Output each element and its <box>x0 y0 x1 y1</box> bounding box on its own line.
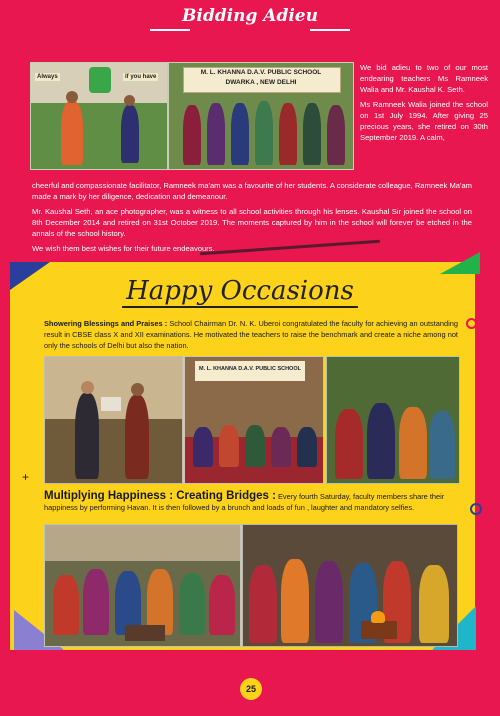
section-title: Happy Occasions <box>126 276 354 306</box>
farewell-photo-1 <box>30 62 168 170</box>
farewell-intro: We bid adieu to two of our most endearing teachers Ms Ramneek Walia and Mr. Kaushal K. Seth. <box>360 63 488 94</box>
decor-triangle-green <box>440 252 480 274</box>
blessings-photo-2 <box>184 356 324 484</box>
blessings-text: School Chairman Dr. N. K. Uberoi congratulated the faculty for achieving an outstanding result in CBSE class X and XII examinations. He motivated the teachers to raise the benchmark and create a niche among not only the schools of Delhi but also the nation. <box>44 319 458 350</box>
page-number: 25 <box>240 678 262 700</box>
blessings-paragraph <box>44 318 458 351</box>
happiness-paragraph <box>44 491 464 513</box>
farewell-text-right <box>360 62 488 143</box>
photo2-banner-line1: M. L. KHANNA D.A.V. PUBLIC SCHOOL <box>200 69 322 76</box>
farewell-photo-2 <box>168 62 354 170</box>
farewell-ramneek-cont: cheerful and compassionate facilitator, Ramneek ma'am was a favourite of her students. A considerate colleague, Ramneek Ma'am made a mark by her diligence, dedication and demeanour. <box>32 181 472 201</box>
blessings-photo-3 <box>326 356 460 484</box>
decor-circle <box>466 318 477 329</box>
havan-photo-1 <box>44 524 241 647</box>
decor-triangle-blue <box>10 262 50 290</box>
farewell-text-full <box>32 180 472 258</box>
happiness-text: Every fourth Saturday, faculty members share their happiness by performing Havan. It is then followed by a brunch and loads of fun , laughter and mandatory selfies. <box>44 492 445 512</box>
photo1-board-text: Always <box>37 74 58 80</box>
photo-banner-text: M. L. KHANNA D.A.V. PUBLIC SCHOOL <box>199 366 301 372</box>
page-title: Bidding Adieu <box>182 6 318 26</box>
title-rule-left <box>150 29 190 31</box>
photo1-board-text-2: if you have <box>125 74 157 80</box>
happiness-heading: Multiplying Happiness : Creating Bridges : <box>44 490 276 502</box>
blessings-photo-1 <box>44 356 183 484</box>
farewell-wishes: We wish them best wishes for their future endeavours. <box>32 244 215 253</box>
title-rule-right <box>310 29 350 31</box>
farewell-kaushal: Mr. Kaushal Seth, an ace photographer, was a witness to all school activities through his lenses. Kaushal Sir joined the school on 8th December 2014 and retired on 31st October 2019. The moments captured by him in the school will forever be etched in the annals of the school history. <box>32 207 472 238</box>
havan-photo-2 <box>242 524 458 647</box>
photo2-banner-line2: DWARKA , NEW DELHI <box>225 79 297 86</box>
title-underline <box>122 306 358 308</box>
decor-circle-2 <box>470 503 482 515</box>
blessings-heading: Showering Blessings and Praises : <box>44 319 168 328</box>
decor-plus: + <box>22 470 30 484</box>
farewell-ramneek-start: Ms Ramneek Walia joined the school on 1st July 1994. After giving 25 precious years, she retired on 30th September 2019. A calm, <box>360 100 488 142</box>
